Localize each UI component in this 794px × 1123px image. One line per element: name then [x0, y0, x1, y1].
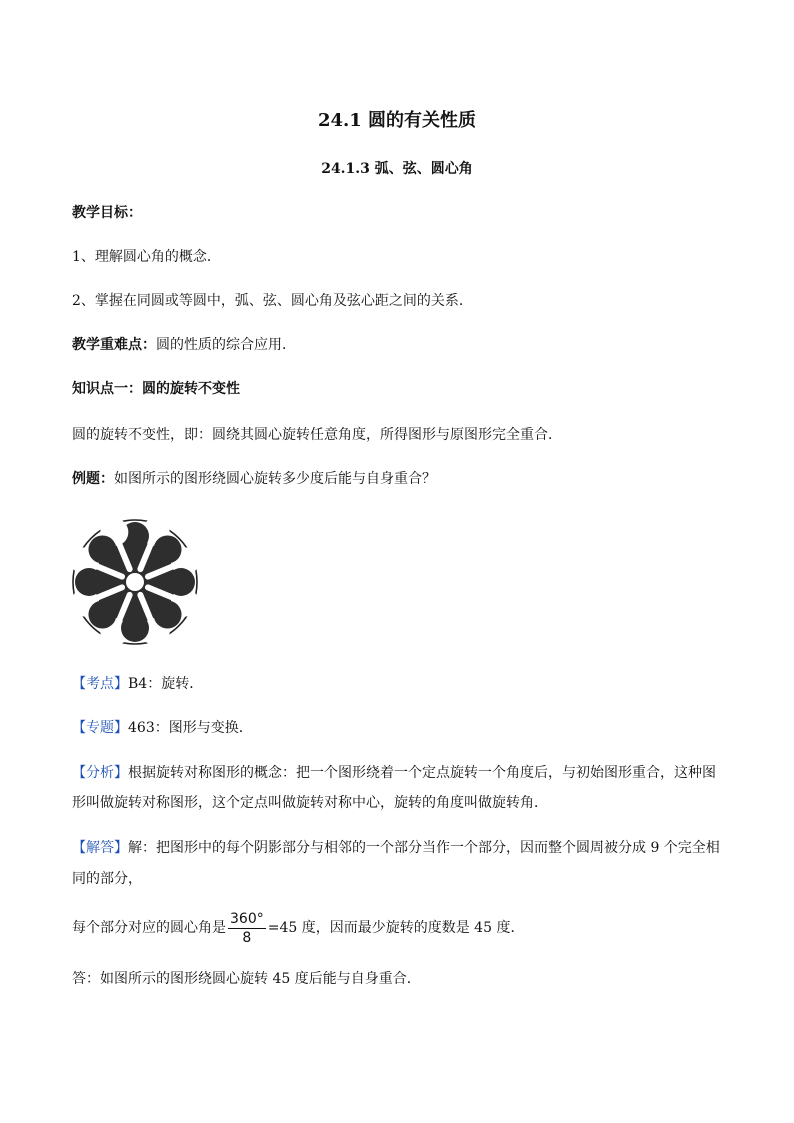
figure-petal — [167, 568, 195, 596]
zhuanti — [72, 718, 253, 738]
example — [72, 469, 436, 489]
goals-heading: 教学目标： — [72, 205, 142, 221]
rotation-figure — [70, 517, 200, 647]
figure-petal — [88, 601, 116, 629]
jieda-tag: 【解答】 — [72, 840, 128, 856]
knowledge-point-1-heading: 知识点一：圆的旋转不变性 — [72, 381, 240, 397]
fenxi — [72, 763, 716, 783]
formula-line — [72, 910, 524, 946]
zhuanti-text: 463：图形与变换． — [128, 720, 253, 736]
figure-petal — [75, 568, 103, 596]
page-title: 24.1 圆的有关性质 — [317, 110, 477, 131]
jieda-line-2: 同的部分， — [72, 871, 142, 887]
goal-1: 1、理解圆心角的概念． — [72, 249, 221, 265]
figure-petal — [88, 535, 116, 563]
goal-2: 2、掌握在同圆或等圆中，弧、弦、圆心角及弦心距之间的关系． — [72, 293, 473, 309]
fraction — [228, 911, 266, 946]
fenxi-line-2: 形叫做旋转对称图形，这个定点叫做旋转对称中心，旋转的角度叫做旋转角． — [72, 795, 548, 811]
key-points-text: 圆的性质的综合应用． — [156, 337, 296, 353]
fraction-numerator: 360° — [230, 910, 264, 927]
page-subtitle: 24.1.3 弧、弦、圆心角 — [321, 161, 473, 177]
jieda-line-1: 解：把图形中的每个阴影部分与相邻的一个部分当作一个部分，因而整个圆周被分成 9 个完全相 — [128, 840, 720, 856]
formula-suffix: =45 度，因而最少旋转的度数是 45 度． — [267, 920, 525, 936]
figure-petal — [154, 601, 182, 629]
zhuanti-tag: 【专题】 — [72, 720, 128, 736]
kaodian-tag: 【考点】 — [72, 676, 128, 692]
figure-petal — [121, 614, 149, 642]
figure-petal — [154, 535, 182, 563]
example-label: 例题： — [72, 471, 114, 487]
knowledge-point-1-text: 圆的旋转不变性，即：圆绕其圆心旋转任意角度，所得图形与原图形完全重合． — [72, 427, 562, 443]
kaodian — [72, 674, 203, 694]
key-points-label: 教学重难点： — [72, 337, 156, 353]
fenxi-tag: 【分析】 — [72, 765, 128, 781]
jieda — [72, 838, 720, 858]
formula-prefix: 每个部分对应的圆心角是 — [72, 920, 226, 936]
figure-center-hole — [126, 573, 144, 591]
fenxi-line-1: 根据旋转对称图形的概念：把一个图形绕着一个定点旋转一个角度后，与初始图形重合，这种图 — [128, 765, 716, 781]
kaodian-text: B4：旋转． — [128, 676, 204, 692]
answer: 答：如图所示的图形绕圆心旋转 45 度后能与自身重合． — [72, 971, 421, 987]
fraction-denominator: 8 — [242, 929, 252, 946]
key-points — [72, 335, 296, 355]
example-text: 如图所示的图形绕圆心旋转多少度后能与自身重合？ — [114, 471, 436, 487]
